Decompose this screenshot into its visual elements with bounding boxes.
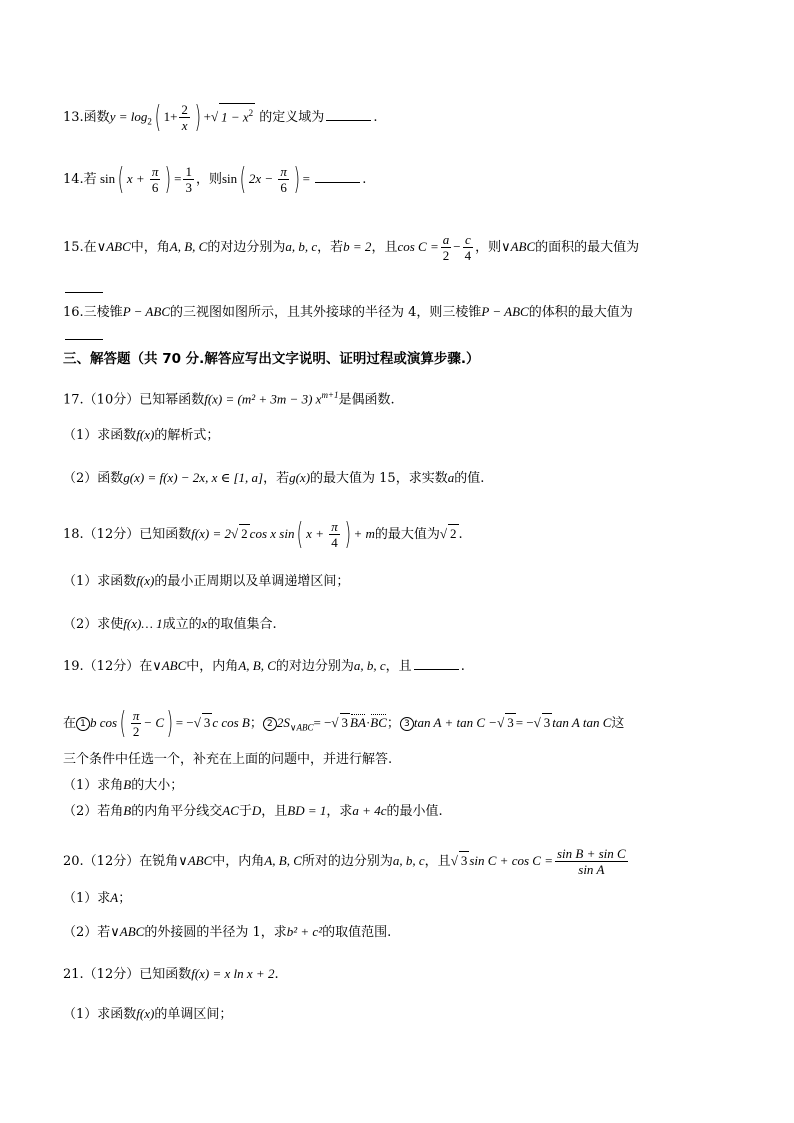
question-18: 18.（12分）已知函数f(x) = 2√ 2 cos x sin( x + $\frac{\pi}{4}$ ) + m的最大值为√ 2 . [63, 516, 463, 552]
q16-answer-line [63, 327, 731, 346]
q13-left-paren: ( [154, 99, 161, 135]
q13-suffix: 的定义域为 [259, 110, 325, 125]
question-17: 17.（10分）已知幂函数f(x) = (m² + 3m − 3) $x^{m+1}$是偶函数. [63, 390, 395, 408]
q20-part-1: （1）求A； [63, 890, 132, 906]
q17-part-1: （1）求函数f(x)的解析式； [63, 427, 220, 443]
question-20: 20.（12分）在锐角∨ABC中，内角A, B, C所对的边分别为a, b, c，且√ 3 sin C + cos C = $\frac{\text{sin B + sin C}}{\text{sin A}}$ [63, 846, 626, 877]
q13-right-paren: ) [194, 99, 201, 135]
q14-answer-blank[interactable] [315, 170, 360, 183]
q13-fraction: $\frac{2}{x}$ [181, 102, 188, 133]
q13-log-base: 2 [147, 116, 152, 127]
q19-instruction: 三个条件中任选一个，补充在上面的问题中，并进行解答. [63, 752, 393, 767]
q17-function: f(x) = (m² + 3m − 3) x [204, 391, 322, 407]
q13-one: 1+ [163, 109, 178, 124]
q15-triangle: ∨ABC [96, 239, 131, 254]
q15-answer-line [63, 280, 731, 299]
option-1-marker: 1 [76, 717, 90, 731]
q17-part-2: （2）函数g(x) = f(x) − 2x, x ∈ [1, a]，若g(x)的最大值为 15，求实数a的值. [63, 470, 485, 486]
q14-frac2: $\frac{1}{3}$ [185, 164, 192, 195]
q19-part-1: （1）求角B的大小； [63, 777, 184, 793]
question-16: 16.三棱锥P − ABC的三视图如图所示，且其外接球的半径为 4，则三棱锥P − ABC的体积的最大值为 [63, 304, 633, 320]
question-14: 14.若 sin( x + $\frac{\pi}{6}$ ) = $\frac{1}{3}$ ，则sin( 2x − $\frac{\pi}{6}$ ) = . [63, 161, 367, 197]
q13-expr: y = log [109, 109, 148, 124]
q18-part-2: （2）求使f(x)… 1成立的x的取值集合. [63, 616, 277, 632]
question-19: 19.（12分）在∨ABC中，内角A, B, C的对边分别为a, b, c，且 . [63, 658, 465, 674]
q18-part-1: （1）求函数f(x)的最小正周期以及单调递增区间； [63, 573, 350, 589]
vector-ba: BA [350, 715, 366, 730]
option-2-marker: 2 [263, 717, 277, 731]
question-21: 21.（12分）已知函数f(x) = x ln x + 2. [63, 966, 279, 982]
q13-sqrt: $1 - x^2$ [219, 103, 255, 126]
question-13: 13.函数$y = \log_2$( 1+ $\frac{2}{x}$ ) +√ $1 - x^2$ 的定义域为 . [63, 99, 378, 135]
q19-options: 在 1 b cos( $\frac{\pi}{2}$ − C) = −√ 3 c cos B； 2 $2S_{\vee ABC}=$ −√ 3 BA·BC； 3 tan A + tan C −√ 3 = −√ 3 tan A tan C这 [63, 705, 625, 741]
q16-answer-blank[interactable] [65, 327, 103, 340]
q19-part-2: （2）若角B的内角平分线交AC于D，且BD = 1，求a + 4c的最小值. [63, 803, 443, 819]
q14-prefix: 14.若 [63, 172, 97, 187]
q14-frac3: $\frac{\pi}{6}$ [280, 164, 287, 195]
q14-frac1: $\frac{\pi}{6}$ [151, 164, 159, 195]
q14-mid: ，则 [195, 172, 222, 187]
question-15: 15.在∨ABC中，角A, B, C的对边分别为a, b, c，若b = 2，且cos C = $\frac{a}{2}$ − $\frac{c}{4}$ ，则∨ABC的面积的最大值为 [63, 232, 640, 263]
q13-prefix: 13.函数 [63, 110, 110, 125]
section-3-heading: 三、解答题（共 70 分.解答应写出文字说明、证明过程或演算步骤.） [63, 351, 480, 367]
q19-condition-blank[interactable] [414, 657, 459, 670]
q15-answer-blank[interactable] [65, 280, 103, 293]
q13-answer-blank[interactable] [326, 108, 371, 121]
q21-part-1: （1）求函数f(x)的单调区间； [63, 1006, 233, 1022]
vector-bc: BC [370, 715, 387, 730]
option-3-marker: 3 [400, 717, 414, 731]
q20-part-2: （2）若∨ABC的外接圆的半径为 1，求b² + c²的取值范围. [63, 924, 392, 940]
